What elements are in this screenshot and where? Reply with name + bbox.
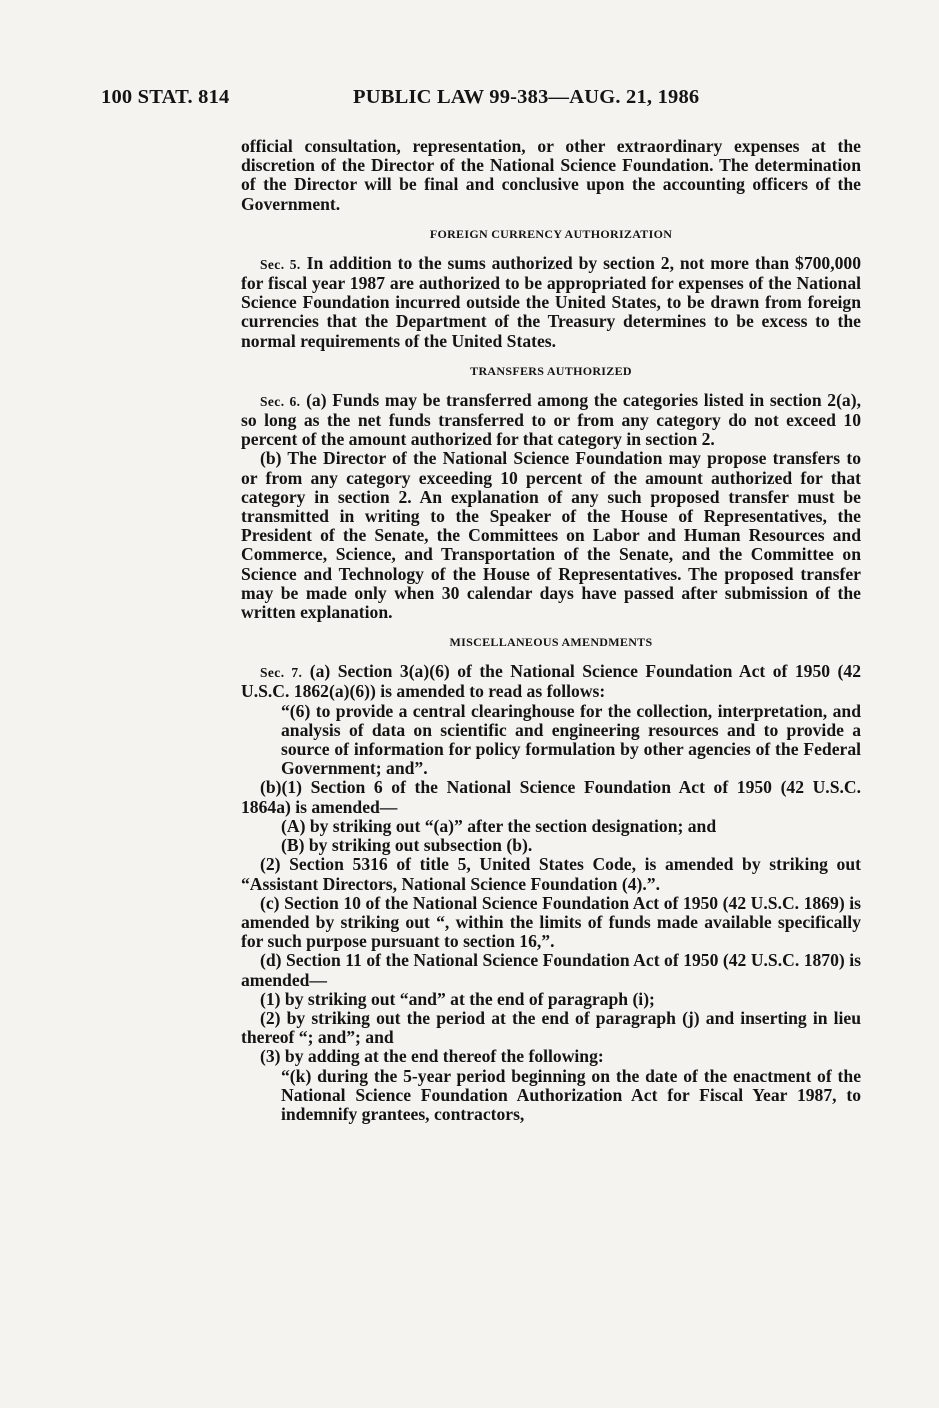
section-5-paragraph (241, 254, 861, 351)
section-6b-paragraph: (b) The Director of the National Science Foundation may propose transfers to or from any category exceeding 10 percent of the amount authorized for that category in section 2. An explanation of any such proposed transfer must be transmitted in writing to the Speaker of the House of Representatives, the President of the Senate, the Committees on Labor and Human Resources and Commerce, Science, and Transportation of the Senate, and the Committee on Science and Technology of the House of Representatives. The proposed transfer may be made only when 30 calendar days have passed after submission of the written explanation. (241, 448, 861, 623)
section-7dk-quoted-text: “(k) during the 5-year period beginning on the date of the enactment of the National Science Foundation Authorization Act for Fiscal Year 1987, to indemnify grantees, contractors, (281, 1065, 861, 1124)
section-7d1-paragraph: (1) by striking out “and” at the end of paragraph (i); (260, 988, 655, 1009)
section-6-label: Sec. 6. (260, 393, 301, 409)
document-body (241, 137, 861, 1124)
public-law-title: PUBLIC LAW 99-383—AUG. 21, 1986 (353, 86, 700, 108)
section-6-heading: TRANSFERS AUTHORIZED (470, 363, 632, 378)
section-7d2-paragraph: (2) by striking out the period at the end of paragraph (j) and inserting in lieu thereof “; and”; and (241, 1007, 861, 1048)
section-7d3-paragraph: (3) by adding at the end thereof the following: (260, 1046, 604, 1067)
section-7a-quoted-text: “(6) to provide a central clearinghouse for the collection, interpretation, and analysis of data on scientific and engineering resources and to provide a source of information for policy formulation by other agencies of the Federal Government; and”. (281, 700, 861, 779)
section-5-label: Sec. 5. (260, 256, 301, 272)
section-7b1-paragraph: (b)(1) Section 6 of the National Science Foundation Act of 1950 (42 U.S.C. 1864a) is amended— (241, 777, 861, 817)
section-7c-paragraph: (c) Section 10 of the National Science Foundation Act of 1950 (42 U.S.C. 1869) is amended by striking out “, within the limits of funds made available specifically for such purpose pursuant to section 16,”. (241, 892, 861, 952)
page-header (0, 86, 939, 116)
section-6a-text: (a) Funds may be transferred among the categories listed in section 2(a), so long as the net funds transferred to or from any category do not exceed 10 percent of the amount authorized for that category in section 2. (241, 389, 861, 450)
section-7a-paragraph (241, 662, 861, 701)
section-5-heading: FOREIGN CURRENCY AUTHORIZATION (429, 226, 673, 241)
section-7a-text: (a) Section 3(a)(6) of the National Science Foundation Act of 1950 (42 U.S.C. 1862(a)(6)) is amended to read as follows: (241, 661, 861, 702)
section-7-heading: MISCELLANEOUS AMENDMENTS (449, 635, 653, 650)
intro-paragraph: official consultation, representation, or other extraordinary expenses at the discretion of the Director of the National Science Foundation. The determination of the Director will be final and conclusive upon the accounting officers of the Government. (241, 136, 861, 214)
statute-page-number: 100 STAT. 814 (101, 86, 230, 108)
section-7b2-paragraph: (2) Section 5316 of title 5, United States Code, is amended by striking out “Assistant Directors, National Science Foundation (4).”. (241, 854, 861, 894)
section-6a-paragraph (241, 391, 861, 450)
section-7b1A-paragraph: (A) by striking out “(a)” after the section designation; and (281, 815, 717, 836)
section-7-label: Sec. 7. (260, 665, 303, 681)
section-7b1B-paragraph: (B) by striking out subsection (b). (281, 835, 533, 856)
section-7d-paragraph: (d) Section 11 of the National Science Foundation Act of 1950 (42 U.S.C. 1870) is amended— (241, 950, 861, 990)
section-5-text: In addition to the sums authorized by section 2, not more than $700,000 for fiscal year 1987 are authorized to be appropriated for expenses of the National Science Foundation incurred outside the United States, to be drawn from foreign currencies that the Department of the Treasury determines to be excess to the normal requirements of the United States. (241, 252, 861, 351)
